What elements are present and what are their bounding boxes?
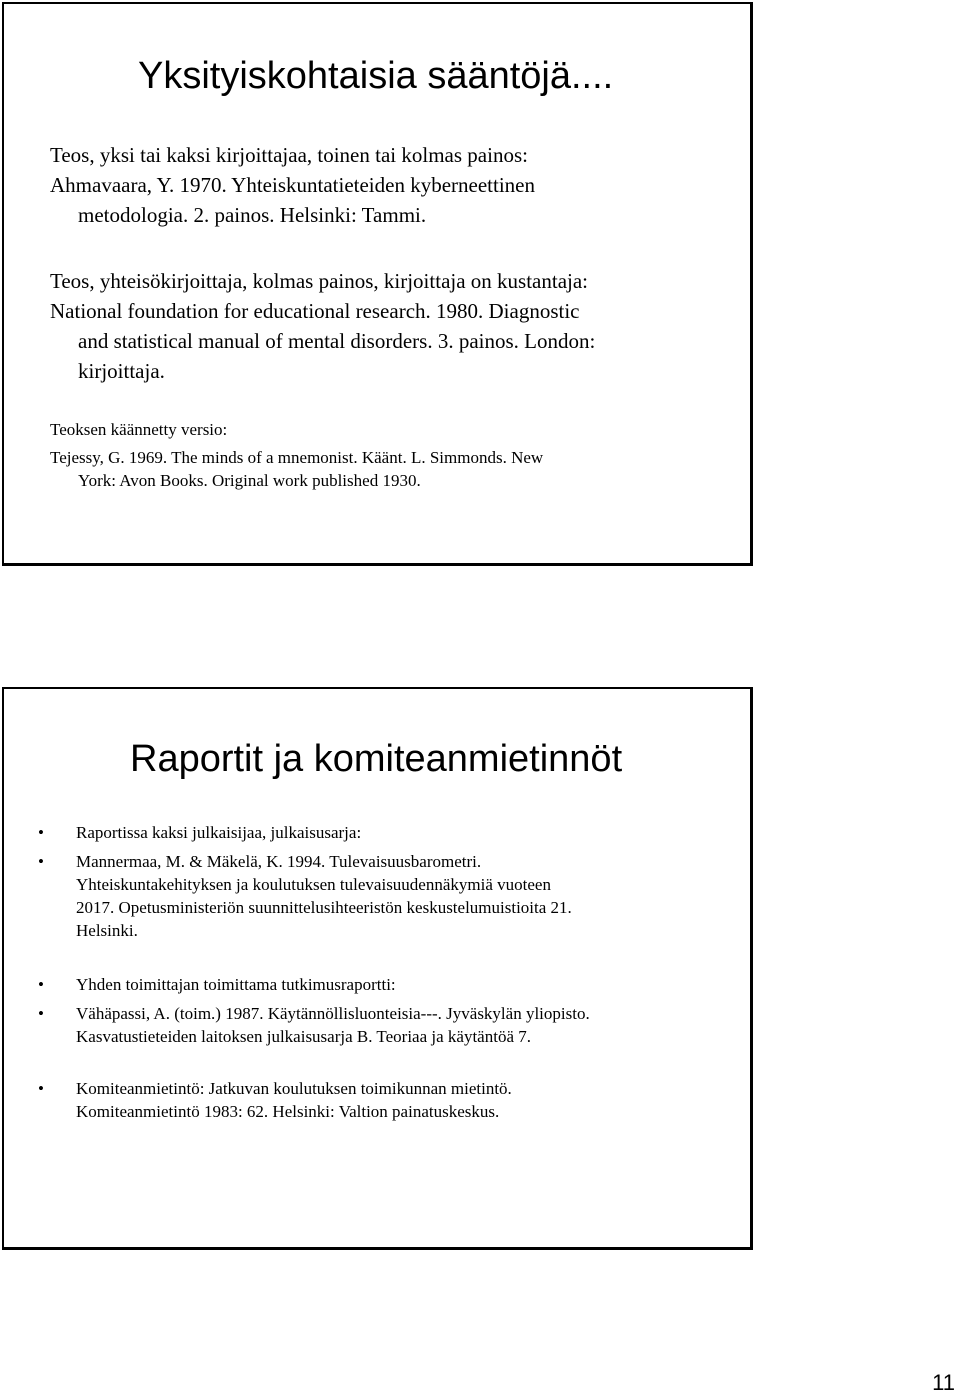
text-line: Tejessy, G. 1969. The minds of a mnemonist. Käänt. L. Simmonds. New xyxy=(50,448,544,467)
text-line: Teos, yhteisökirjoittaja, kolmas painos, kirjoittaja on kustantaja: xyxy=(50,269,589,293)
paragraph-corporate-author xyxy=(50,266,595,386)
bullet-icon: • xyxy=(38,975,44,994)
text-line: kirjoittaja. xyxy=(78,359,165,383)
text-line: Komiteanmietintö: Jatkuvan koulutuksen toimikunnan mietintö. xyxy=(76,1079,512,1098)
text-line: National foundation for educational research. 1980. Diagnostic xyxy=(50,299,580,323)
bullet-icon: • xyxy=(38,823,44,842)
text-line: Mannermaa, M. & Mäkelä, K. 1994. Tulevaisuusbarometri. xyxy=(76,852,482,871)
list-item-text xyxy=(76,1077,512,1123)
text-line: Komiteanmietintö 1983: 62. Helsinki: Valtion painatuskeskus. xyxy=(76,1102,500,1121)
subheading: Teoksen käännetty versio: xyxy=(50,420,228,439)
bullet-icon: • xyxy=(38,1004,44,1023)
bullet-icon: • xyxy=(38,852,44,871)
text-line: and statistical manual of mental disorders. 3. painos. London: xyxy=(78,329,596,353)
paragraph-translated-work xyxy=(50,418,543,492)
slide-2 xyxy=(2,687,753,1250)
list-item-text xyxy=(76,850,572,942)
text-line: metodologia. 2. painos. Helsinki: Tammi. xyxy=(78,203,427,227)
bullet-icon: • xyxy=(38,1079,44,1098)
page-number: 11 xyxy=(932,1370,955,1395)
text-line: Yhteiskuntakehityksen ja koulutuksen tulevaisuudennäkymiä vuoteen xyxy=(76,875,551,894)
text-line: Helsinki. xyxy=(76,921,138,940)
slide-title: Yksityiskohtaisia sääntöjä.... xyxy=(138,55,614,97)
text-line: 2017. Opetusministeriön suunnittelusihteeristön keskustelumuistioita 21. xyxy=(76,898,572,917)
slide-title: Raportit ja komiteanmietinnöt xyxy=(130,738,623,780)
text-line: Ahmavaara, Y. 1970. Yhteiskuntatieteiden kyberneettinen xyxy=(50,173,535,197)
slide-1 xyxy=(2,2,753,566)
text-line: York: Avon Books. Original work published 1930. xyxy=(78,471,421,490)
list-item-text: Raportissa kaksi julkaisijaa, julkaisusarja: xyxy=(76,823,362,842)
text-line: Kasvatustieteiden laitoksen julkaisusarja B. Teoriaa ja käytäntöä 7. xyxy=(76,1027,531,1046)
paragraph-book-edition xyxy=(50,140,535,230)
list-item-text: Yhden toimittajan toimittama tutkimusraportti: xyxy=(76,975,396,994)
text-line: Vähäpassi, A. (toim.) 1987. Käytännöllisluonteisia---. Jyväskylän yliopisto. xyxy=(76,1004,590,1023)
text-line: Teos, yksi tai kaksi kirjoittajaa, toinen tai kolmas painos: xyxy=(50,143,528,167)
list-item-text xyxy=(76,1002,590,1048)
